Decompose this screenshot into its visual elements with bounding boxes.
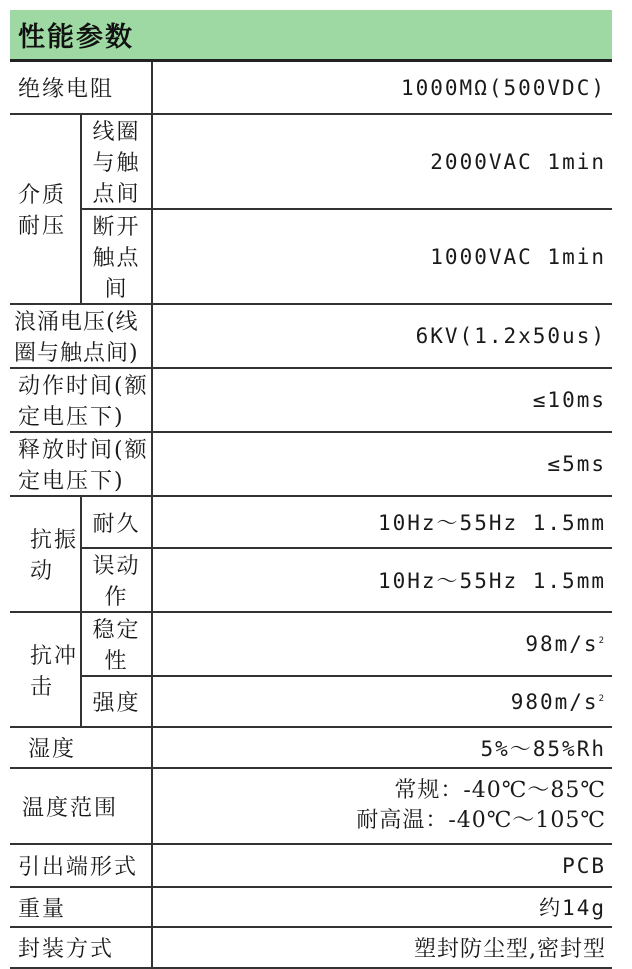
shock-sub1-value-cell bbox=[152, 612, 612, 676]
dielectric-sub2-value: 1000VAC 1min bbox=[152, 209, 612, 304]
table-row bbox=[10, 368, 612, 432]
table-row bbox=[10, 927, 612, 968]
table-row bbox=[10, 768, 612, 844]
page-title: 性能参数 bbox=[18, 22, 134, 53]
insulation-label: 绝缘电阻 bbox=[10, 62, 152, 114]
shock-sub2-value: 980m/s bbox=[510, 689, 599, 714]
insulation-value: 1000MΩ(500VDC) bbox=[152, 62, 612, 114]
temperature-normal: 常规：-40℃～85℃ bbox=[394, 778, 606, 803]
table-row bbox=[10, 432, 612, 496]
shock-sub2-exponent: 2 bbox=[598, 693, 606, 704]
humidity-value: 5%～85%Rh bbox=[152, 727, 612, 768]
operate-time-value: ≤10ms bbox=[152, 368, 612, 432]
shock-sub1-value: 98m/s bbox=[525, 632, 599, 656]
table-row bbox=[10, 62, 612, 114]
humidity-label: 湿度 bbox=[10, 727, 152, 768]
shock-sub2-value-cell bbox=[152, 676, 612, 727]
surge-value: 6KV(1.2x50us) bbox=[152, 304, 612, 368]
shock-sub1-label: 稳定性 bbox=[81, 612, 152, 676]
vibration-label: 抗振动 bbox=[10, 496, 81, 612]
surge-label: 浪涌电压(线圈与触点间) bbox=[10, 304, 152, 368]
temperature-label: 温度范围 bbox=[10, 768, 152, 844]
vibration-sub1-label: 耐久 bbox=[81, 496, 152, 548]
dielectric-sub1-value: 2000VAC 1min bbox=[152, 114, 612, 209]
temperature-high: 耐高温：-40℃～105℃ bbox=[356, 808, 606, 833]
vibration-sub2-label: 误动作 bbox=[81, 548, 152, 612]
table-row bbox=[10, 676, 612, 727]
weight-label: 重量 bbox=[10, 887, 152, 927]
table-row bbox=[10, 727, 612, 768]
table-row bbox=[10, 304, 612, 368]
table-row bbox=[10, 887, 612, 927]
table-row bbox=[10, 612, 612, 676]
release-time-label: 释放时间(额定电压下) bbox=[10, 432, 152, 496]
spec-table bbox=[10, 62, 612, 969]
shock-sub1-exponent: 2 bbox=[598, 636, 606, 646]
table-row bbox=[10, 844, 612, 887]
weight-value: 约14g bbox=[152, 887, 612, 927]
table-row bbox=[10, 114, 612, 209]
shock-label: 抗冲击 bbox=[10, 612, 81, 727]
dielectric-sub1-label: 线圈与触点间 bbox=[81, 114, 152, 209]
terminal-value: PCB bbox=[152, 844, 612, 887]
dielectric-sub2-label: 断开触点间 bbox=[81, 209, 152, 304]
operate-time-label: 动作时间(额定电压下) bbox=[10, 368, 152, 432]
dielectric-label: 介质耐压 bbox=[10, 114, 81, 304]
vibration-sub1-value: 10Hz～55Hz 1.5mm bbox=[152, 496, 612, 548]
packaging-value: 塑封防尘型,密封型 bbox=[152, 927, 612, 968]
vibration-sub2-value: 10Hz～55Hz 1.5mm bbox=[152, 548, 612, 612]
spec-sheet bbox=[10, 10, 612, 969]
release-time-value: ≤5ms bbox=[152, 432, 612, 496]
shock-sub2-label: 强度 bbox=[81, 676, 152, 727]
packaging-label: 封装方式 bbox=[10, 927, 152, 968]
table-row bbox=[10, 496, 612, 548]
temperature-value-cell bbox=[152, 768, 612, 844]
terminal-label: 引出端形式 bbox=[10, 844, 152, 887]
table-row bbox=[10, 548, 612, 612]
title-bar bbox=[10, 10, 612, 62]
table-row bbox=[10, 209, 612, 304]
